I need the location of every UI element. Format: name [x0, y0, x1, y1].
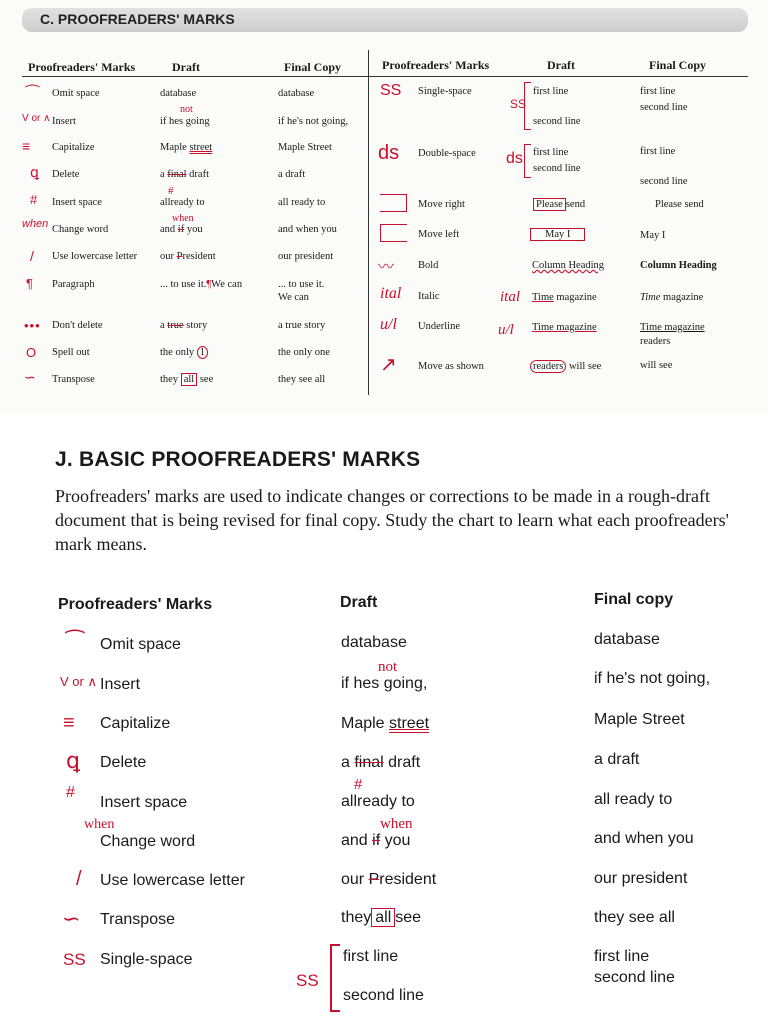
transpose-icon: ∽	[24, 369, 36, 385]
j-draft-ss-mark: SS	[296, 971, 319, 990]
j-draft-capitalize: Maple street	[341, 715, 430, 732]
c-label-insert-space: Insert space	[52, 197, 102, 208]
c-draft-spell-out: the only 1	[160, 347, 208, 358]
c-final-ss-first: first line	[640, 86, 676, 97]
j-final-delete: a draft	[594, 751, 640, 768]
spell-out-icon: O	[26, 345, 37, 360]
c-final-ds-first: first line	[640, 146, 676, 157]
j-draft-ss-bracket	[330, 944, 340, 1012]
c-draft-italic: Time magazine	[532, 292, 597, 303]
j-label-delete: Delete	[100, 754, 147, 771]
c-draft-paragraph: ... to use it.¶We can	[160, 279, 243, 290]
c-header-marks-right: Proofreaders' Marks	[382, 58, 490, 72]
j-single-space-icon: SS	[63, 950, 86, 969]
j-draft-insert-space: allready to	[341, 793, 415, 810]
c-final-move-left: May I	[640, 230, 666, 241]
c-final-insert-space: all ready to	[278, 197, 326, 208]
omit-space-icon: ⁀	[26, 86, 39, 103]
c-final-paragraph-b: We can	[278, 292, 309, 303]
lowercase-icon: /	[30, 248, 34, 264]
c-final-underline-b: readers	[640, 336, 671, 347]
c-draft-move-left: May I	[530, 229, 585, 240]
c-final-capitalize: Maple Street	[278, 142, 332, 153]
j-draft-lowercase: our President	[341, 871, 437, 888]
c-final-lowercase: our president	[278, 251, 334, 262]
j-transpose-icon: ∽	[62, 906, 81, 931]
j-draft-omit-space: database	[341, 634, 407, 651]
move-as-shown-icon: ↗	[380, 354, 397, 376]
c-final-delete: a draft	[278, 169, 306, 180]
move-right-icon	[380, 194, 407, 212]
c-label-lowercase: Use lowercase letter	[52, 251, 138, 262]
c-header-draft-right: Draft	[547, 58, 575, 72]
c-draft-capitalize: Maple street	[160, 142, 213, 153]
c-header-rule	[22, 76, 748, 77]
c-draft-ss-first: first line	[533, 86, 569, 97]
c-header-draft: Draft	[172, 60, 200, 74]
delete-icon: ꝗ	[30, 164, 39, 180]
c-draft-ital-mark: ital	[500, 289, 521, 305]
c-final-change-word: and when you	[278, 224, 337, 235]
c-label-dont-delete: Don't delete	[52, 320, 103, 331]
j-label-omit-space: Omit space	[100, 636, 181, 653]
c-label-omit-space: Omit space	[52, 88, 100, 99]
c-draft-ss-bracket	[524, 82, 531, 130]
c-final-insert: if he's not going,	[278, 116, 349, 127]
c-final-dont-delete: a true story	[278, 320, 326, 331]
j-draft-change-word: and if you	[341, 832, 411, 849]
c-label-underline: Underline	[418, 321, 460, 332]
j-final-capitalize: Maple Street	[594, 711, 685, 728]
c-draft-ss-second: second line	[533, 116, 581, 127]
c-insert-word: not	[180, 104, 193, 115]
c-header-marks: Proofreaders' Marks	[28, 60, 136, 74]
c-draft-insert: if hes going	[160, 116, 210, 127]
c-header-final: Final Copy	[284, 60, 342, 74]
section-c	[0, 0, 768, 415]
j-final-omit-space: database	[594, 631, 660, 648]
c-draft-space-mark: #	[168, 185, 174, 197]
j-final-insert: if he's not going,	[594, 670, 711, 687]
j-label-insert-space: Insert space	[100, 794, 188, 811]
change-word-icon: when	[22, 218, 49, 230]
c-divider	[368, 50, 369, 395]
paragraph-icon: ¶	[26, 276, 33, 291]
j-draft-transpose: they all see	[341, 909, 422, 926]
c-label-insert: Insert	[52, 116, 76, 127]
j-header-marks: Proofreaders' Marks	[58, 596, 213, 613]
c-draft-omit-space: database	[160, 88, 197, 99]
insert-space-icon: #	[30, 192, 38, 207]
c-draft-move-as-shown: readers will see	[530, 361, 601, 372]
c-change-word-ins: when	[172, 213, 194, 224]
j-final-change-word: and when you	[594, 830, 694, 847]
c-header-final-right: Final Copy	[649, 58, 707, 72]
c-draft-delete: a final draft	[160, 169, 209, 180]
j-final-ss-second: second line	[594, 969, 675, 986]
j-final-insert-space: all ready to	[594, 791, 673, 808]
italic-icon: ital	[380, 285, 402, 302]
c-final-paragraph-a: ... to use it.	[278, 279, 325, 290]
c-draft-ds-bracket	[524, 144, 531, 178]
section-j-description: Proofreaders' marks are used to indicate changes or corrections to be made in a rough-draft document that is being revised for final copy. Study the chart to learn what each proofreaders' mark means.	[55, 486, 729, 554]
section-c-banner	[22, 8, 748, 32]
c-final-ss-second: second line	[640, 102, 688, 113]
j-final-ss-first: first line	[594, 948, 650, 965]
c-label-paragraph: Paragraph	[52, 279, 95, 290]
j-draft-delete: a final draft	[341, 754, 421, 771]
j-label-change-word: Change word	[100, 833, 196, 850]
c-label-transpose: Transpose	[52, 374, 95, 385]
j-change-word-ins: when	[380, 816, 413, 832]
j-insert-space-icon: #	[66, 784, 75, 801]
c-draft-insert-space: allready to	[160, 197, 205, 208]
c-label-move-left: Move left	[418, 229, 460, 240]
c-label-move-right: Move right	[418, 199, 465, 210]
c-draft-lowercase: our President	[160, 251, 216, 262]
j-label-single-space: Single-space	[100, 951, 193, 968]
insert-icon: V or ∧	[22, 113, 51, 124]
c-final-spell-out: the only one	[278, 347, 330, 358]
j-label-transpose: Transpose	[100, 911, 175, 928]
j-label-capitalize: Capitalize	[100, 715, 171, 732]
c-draft-underline: Time magazine	[532, 322, 597, 333]
c-label-delete: Delete	[52, 169, 80, 180]
c-label-italic: Italic	[418, 291, 440, 302]
c-draft-ss-mark: SS	[510, 97, 527, 111]
j-lowercase-icon: /	[76, 868, 82, 890]
j-draft-insert: if hes going,	[341, 675, 428, 692]
c-final-bold: Column Heading	[640, 260, 717, 271]
c-draft-change-word: and if you	[160, 224, 203, 235]
c-draft-transpose: they all see	[160, 374, 214, 385]
section-j-title: J. BASIC PROOFREADERS' MARKS	[55, 448, 421, 471]
c-label-single-space: Single-space	[418, 86, 472, 97]
c-label-bold: Bold	[418, 260, 439, 271]
c-final-underline-a: Time magazine	[640, 322, 705, 333]
j-delete-icon: ꝗ	[66, 748, 80, 773]
c-final-move-as-shown: will see	[640, 360, 673, 371]
single-space-icon: SS	[380, 82, 402, 99]
j-final-lowercase: our president	[594, 870, 688, 887]
j-capitalize-icon: ≡	[63, 712, 75, 734]
c-final-omit-space: database	[278, 88, 315, 99]
c-label-spell-out: Spell out	[52, 347, 90, 358]
j-insert-word: not	[378, 659, 398, 675]
c-draft-ds-mark: ds	[506, 150, 523, 167]
j-insert-icon: V or ∧	[60, 674, 97, 689]
c-final-move-right: Please send	[655, 199, 704, 210]
j-omit-space-icon: ⁀	[66, 630, 84, 655]
capitalize-icon: ≡	[22, 138, 31, 154]
c-final-italic: Time magazine	[640, 292, 704, 303]
c-draft-dont-delete: a true story	[160, 320, 208, 331]
c-label-change-word: Change word	[52, 224, 109, 235]
j-draft-space-mark: #	[354, 776, 363, 793]
bold-icon: 〰	[378, 259, 395, 276]
j-draft-ss-second: second line	[343, 987, 424, 1004]
c-draft-ul-mark: u/l	[498, 322, 514, 338]
dont-delete-icon: •••	[24, 318, 41, 333]
c-final-ds-second: second line	[640, 176, 688, 187]
c-label-double-space: Double-space	[418, 148, 476, 159]
move-left-icon	[380, 224, 407, 242]
j-label-insert: Insert	[100, 676, 141, 693]
j-change-word-icon: when	[84, 817, 115, 832]
section-c-title: C. PROOFREADERS' MARKS	[40, 11, 235, 27]
j-draft-ss-first: first line	[343, 948, 399, 965]
j-label-lowercase: Use lowercase letter	[100, 872, 245, 889]
c-draft-ds-first: first line	[533, 147, 569, 158]
underline-icon: u/l	[380, 316, 397, 333]
j-final-transpose: they see all	[594, 909, 675, 926]
c-final-transpose: they see all	[278, 374, 326, 385]
c-draft-ds-second: second line	[533, 163, 581, 174]
double-space-icon: ds	[378, 142, 400, 164]
j-header-draft: Draft	[340, 594, 378, 611]
c-label-capitalize: Capitalize	[52, 142, 95, 153]
c-label-move-as-shown: Move as shown	[418, 361, 484, 372]
c-draft-bold: Column Heading	[532, 260, 605, 271]
j-header-final: Final copy	[594, 591, 674, 608]
c-draft-move-right: Please send	[533, 199, 585, 210]
